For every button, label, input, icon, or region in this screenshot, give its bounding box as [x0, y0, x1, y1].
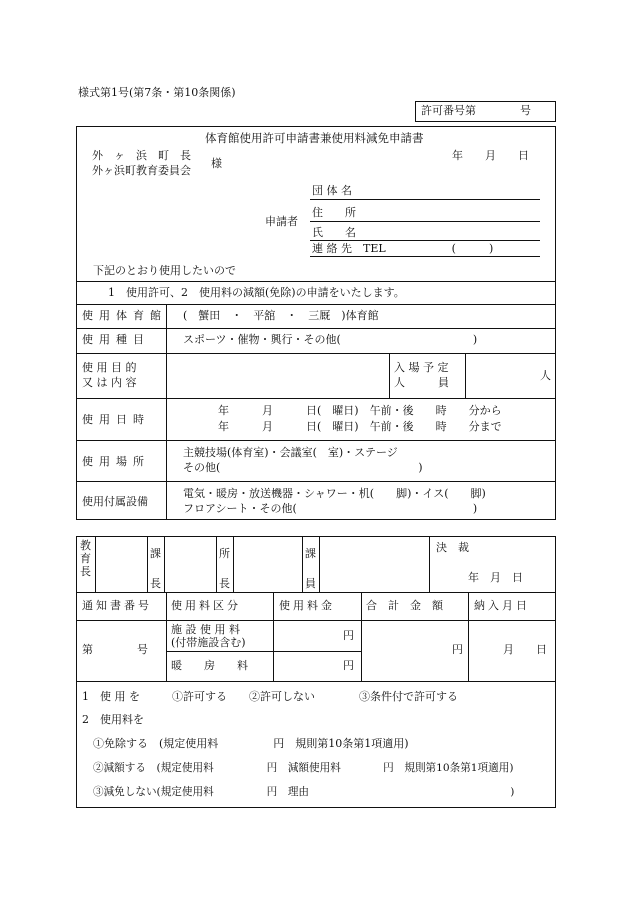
decision-use-label: 1 使 用 を: [82, 690, 140, 703]
form-number: 様式第1号(第7条・第10条関係): [78, 86, 236, 99]
datetime-label: 使用日時: [82, 413, 150, 426]
datetime-to: 年 月 日( 曜日) 午前・後 時 分まで: [218, 420, 502, 433]
divider: [76, 304, 556, 305]
decision-fee-label: 2 使用料を: [82, 713, 144, 726]
label-column-divider: [166, 304, 167, 520]
stamp-superintendent: 教育長: [80, 539, 91, 578]
divider: [319, 536, 320, 592]
option-no-reduction: ③減免しない(規定使用料 円 理由 ): [93, 786, 515, 798]
divider: [147, 536, 148, 592]
total-yen: 円: [452, 643, 463, 656]
field-org-name-line: [310, 199, 540, 200]
stamp-staff: 課員: [305, 547, 316, 590]
permit-number-label: 許可番号第 号: [421, 104, 531, 117]
applicant-label: 申請者: [265, 215, 298, 228]
place-line-2: その他( ): [183, 461, 423, 474]
intro-text: 下記のとおり使用したいので: [93, 264, 236, 277]
divider: [76, 620, 556, 621]
divider: [429, 536, 430, 592]
divider: [166, 651, 361, 652]
paid-month-day: 月 日: [503, 643, 547, 656]
purpose-label-2: 又 は 内 容: [82, 376, 137, 389]
header-notice-no: 通知書番号: [82, 599, 152, 612]
divider: [389, 353, 390, 398]
fee-facility-1: 施 設 使 用 料: [171, 623, 240, 636]
fee-heating: 暖 房 料: [171, 659, 248, 672]
divider: [76, 681, 556, 682]
gym-value: ( 蟹田 ・ 平舘 ・ 三厩 )体育館: [183, 309, 379, 322]
attendance-label-2: 人 員: [394, 376, 449, 389]
option-exempt: ①免除する (規定使用料 円 規則第10条第1項適用): [93, 737, 409, 750]
fee-heating-yen: 円: [343, 659, 354, 672]
divider: [361, 592, 362, 681]
form-title: 体育館使用許可申請書兼使用料減免申請書: [205, 131, 424, 145]
decision-use-options: ①許可する ②許可しない ③条件付で許可する: [172, 690, 458, 703]
attendance-unit: 人: [540, 369, 551, 382]
divider: [76, 398, 556, 399]
stamp-office-chief: 所長: [219, 547, 230, 590]
divider: [76, 592, 556, 593]
divider: [76, 481, 556, 482]
field-address: 住 所: [312, 206, 356, 219]
attendance-label-1: 入 場 予 定: [394, 361, 449, 374]
divider: [273, 592, 274, 681]
addressee-mayor: 外 ヶ 浜 町 長: [92, 149, 191, 162]
equipment-line-2: フロアシート・その他( ): [183, 502, 478, 515]
request-text: 1 使用許可、2 使用料の減額(免除)の申請をいたします。: [108, 286, 405, 299]
equipment-label: 使用付属設備: [82, 495, 148, 508]
divider: [95, 536, 96, 592]
datetime-from: 年 月 日( 曜日) 午前・後 時 分から: [218, 404, 502, 417]
header-paid-date: 納入月日: [474, 599, 530, 612]
kind-label: 使用種目: [82, 333, 150, 346]
divider: [76, 440, 556, 441]
divider: [166, 592, 167, 681]
divider: [468, 592, 469, 681]
field-name-line: [310, 240, 540, 241]
field-org-name: 団 体 名: [312, 184, 352, 197]
application-date: 年 月 日: [452, 149, 529, 162]
divider: [76, 328, 556, 329]
divider: [465, 353, 466, 398]
addressee-honorific: 様: [211, 157, 222, 170]
kessai-label: 決 裁: [436, 541, 469, 554]
field-address-line: [310, 221, 540, 222]
notice-number: 第 号: [82, 643, 148, 656]
fee-facility-yen: 円: [343, 629, 354, 642]
place-line-1: 主競技場(体育室)・会議室( 室)・ステージ: [183, 446, 398, 459]
header-fee: 使用料金: [279, 599, 335, 612]
stamp-section-chief: 課長: [150, 547, 161, 590]
divider: [302, 536, 303, 592]
kind-value: スポーツ・催物・興行・その他( ): [183, 333, 478, 346]
field-contact-line: [310, 256, 540, 257]
divider: [164, 536, 165, 592]
kessai-date: 年 月 日: [468, 571, 523, 584]
divider: [233, 536, 234, 592]
header-total: 合 計 金 額: [366, 599, 443, 612]
option-reduce: ②減額する (規定使用料 円 減額使用料 円 規則第10条第1項適用): [93, 762, 514, 774]
fee-facility-2: (付帯施設含む): [171, 636, 246, 649]
header-fee-type: 使用料区分: [171, 599, 241, 612]
purpose-label-1: 使 用 目 的: [82, 361, 137, 374]
divider: [216, 536, 217, 592]
place-label: 使用場所: [82, 455, 150, 468]
field-contact: 連 絡 先 TEL ( ): [312, 242, 494, 255]
equipment-line-1: 電気・暖房・放送機器・シャワー・机( 脚)・イス( 脚): [183, 487, 486, 500]
gym-label: 使用体育館: [82, 309, 167, 322]
divider: [76, 353, 556, 354]
divider: [76, 281, 556, 282]
addressee-board: 外ヶ浜町教育委員会: [92, 164, 191, 177]
field-name: 氏 名: [312, 226, 356, 239]
